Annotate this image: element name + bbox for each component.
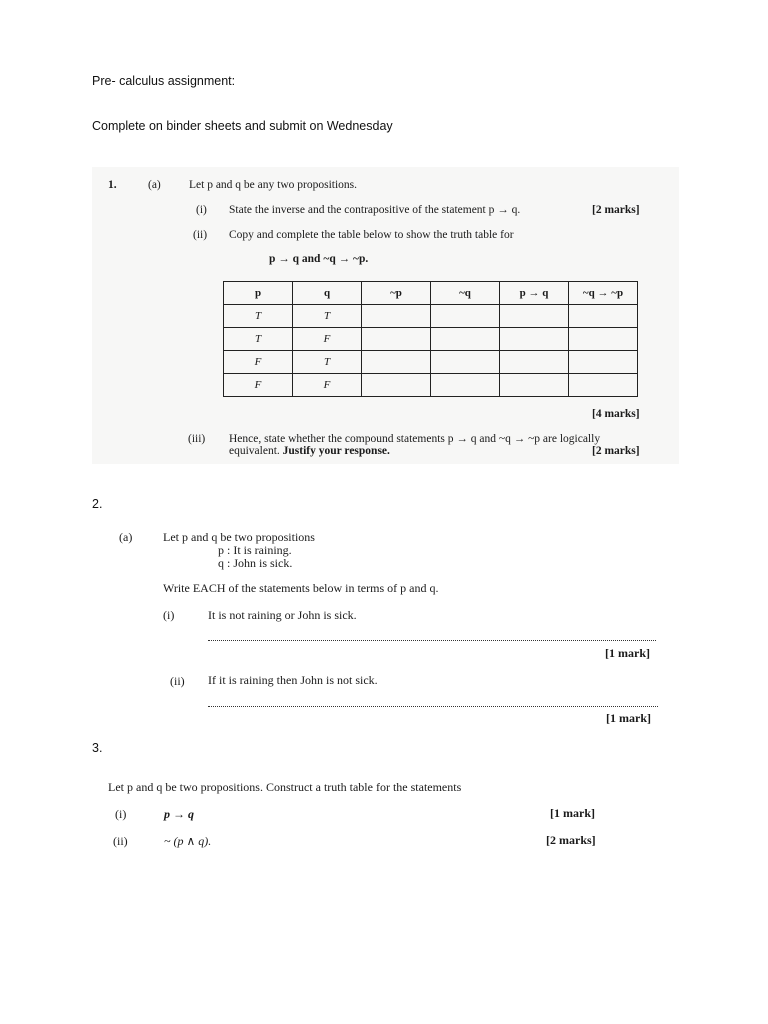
- question-1: [92, 167, 679, 464]
- table-row: [224, 374, 638, 397]
- q3-ii-label: (ii): [113, 834, 128, 848]
- table-cell: T: [293, 351, 362, 374]
- truth-table: [223, 281, 638, 397]
- table-cell: [431, 374, 500, 397]
- table-cell: [500, 305, 569, 328]
- q3-i-marks: [1 mark]: [550, 806, 595, 820]
- q1-iii-line2: [229, 445, 390, 457]
- q2-p-definition: p : It is raining.: [218, 543, 292, 557]
- q3-ii-text: ~ (p ∧ q).: [164, 834, 212, 848]
- q1-number: 1.: [108, 179, 117, 191]
- table-cell: F: [293, 328, 362, 351]
- q1-part-a: (a): [148, 179, 161, 191]
- table-header: p: [224, 282, 293, 305]
- table-cell: [431, 351, 500, 374]
- q3-intro: Let p and q be two propositions. Construct a truth table for the statements: [108, 780, 462, 794]
- q2-i-marks: [1 mark]: [605, 646, 650, 660]
- table-cell: T: [224, 328, 293, 351]
- assignment-instruction: Complete on binder sheets and submit on Wednesday: [92, 119, 393, 133]
- table-cell: [569, 305, 638, 328]
- table-cell: [569, 351, 638, 374]
- table-cell: [500, 328, 569, 351]
- q1-iii-line1: Hence, state whether the compound statements p → q and ~q → ~p are logically: [229, 433, 601, 445]
- table-cell: T: [224, 305, 293, 328]
- q2-i-answer-line[interactable]: [208, 640, 656, 641]
- q3-number: 3.: [92, 741, 103, 755]
- table-header: ~q → ~p: [569, 282, 638, 305]
- q2-intro: Let p and q be two propositions: [163, 530, 315, 544]
- table-cell: [431, 328, 500, 351]
- table-cell: T: [293, 305, 362, 328]
- q1-ii-label: (ii): [193, 229, 208, 241]
- table-cell: [569, 374, 638, 397]
- table-cell: [500, 374, 569, 397]
- q2-i-text: It is not raining or John is sick.: [208, 608, 357, 622]
- table-row: [224, 328, 638, 351]
- q2-part-a: (a): [119, 530, 133, 544]
- q1-ii-formula: p → q and ~q → ~p.: [269, 253, 369, 265]
- q1-iii-marks: [2 marks]: [592, 445, 640, 457]
- table-header: ~p: [362, 282, 431, 305]
- q2-ii-label: (ii): [170, 674, 185, 688]
- table-cell: [500, 351, 569, 374]
- table-header: ~q: [431, 282, 500, 305]
- q2-i-label: (i): [163, 608, 175, 622]
- q1-iii-justify: Justify your response.: [282, 445, 390, 457]
- table-row: [224, 351, 638, 374]
- table-cell: [362, 374, 431, 397]
- q2-write-instruction: Write EACH of the statements below in terms of p and q.: [163, 581, 439, 595]
- table-cell: [362, 351, 431, 374]
- q1-i-label: (i): [196, 204, 207, 216]
- q2-number: 2.: [92, 497, 103, 511]
- q1-i-text: State the inverse and the contrapositive of the statement p → q.: [229, 204, 521, 216]
- table-cell: [431, 305, 500, 328]
- table-cell: [569, 328, 638, 351]
- q1-iii-label: (iii): [188, 433, 206, 445]
- q2-q-definition: q : John is sick.: [218, 556, 293, 570]
- q1-intro: Let p and q be any two propositions.: [189, 179, 358, 191]
- assignment-title: Pre- calculus assignment:: [92, 74, 236, 88]
- q3-i-text: p → q: [164, 807, 194, 821]
- table-cell: F: [224, 374, 293, 397]
- table-row: [224, 305, 638, 328]
- table-cell: F: [224, 351, 293, 374]
- q1-i-marks: [2 marks]: [592, 204, 640, 216]
- q2-ii-marks: [1 mark]: [606, 711, 651, 725]
- table-cell: F: [293, 374, 362, 397]
- table-header: p → q: [500, 282, 569, 305]
- q1-table-marks: [4 marks]: [592, 408, 640, 420]
- q1-ii-text: Copy and complete the table below to show the truth table for: [229, 229, 514, 241]
- q2-ii-text: If it is raining then John is not sick.: [208, 673, 378, 687]
- truth-table-header-row: [224, 282, 638, 305]
- q3-ii-marks: [2 marks]: [546, 833, 596, 847]
- q3-i-label: (i): [115, 807, 127, 821]
- table-cell: [362, 328, 431, 351]
- table-cell: [362, 305, 431, 328]
- q2-ii-answer-line[interactable]: [208, 706, 658, 707]
- table-header: q: [293, 282, 362, 305]
- q1-iii-equivalent: equivalent.: [229, 445, 280, 457]
